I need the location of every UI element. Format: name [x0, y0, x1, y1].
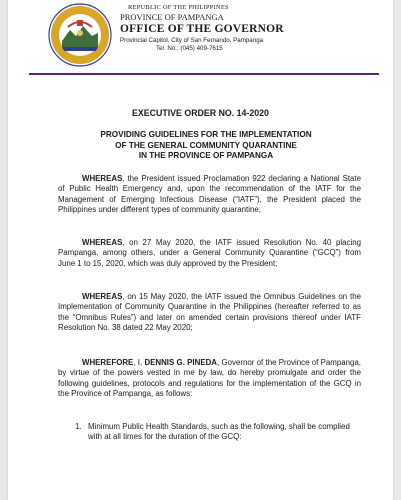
provincial-seal-icon: [48, 3, 112, 67]
order-title: EXECUTIVE ORDER NO. 14-2020: [132, 108, 269, 118]
list-item: [75, 422, 360, 443]
order-subject-line: IN THE PROVINCE OF PAMPANGA: [138, 151, 274, 160]
wherefore-text: , Governor of the Province of Pampanga, by virtue of the powers vested in me by law, do hereby promulgate and order the following guidelines, protocols and regulations for the implementation of the GCQ in the Province of Pampanga, as follows:: [58, 358, 361, 399]
whereas-paragraph: [58, 292, 361, 334]
whereas-lead: WHEREAS: [82, 174, 123, 183]
list-item-number: 1.: [75, 422, 82, 431]
office-telephone: Tel. No.: (045) 409-7615: [156, 45, 223, 52]
whereas-lead: WHEREAS: [82, 238, 123, 247]
wherefore-paragraph: [58, 358, 361, 400]
province-label: PROVINCE OF PAMPANGA: [120, 12, 224, 22]
governor-name: DENNIS G. PINEDA: [144, 358, 217, 367]
letterhead: [120, 4, 380, 52]
whereas-lead: WHEREAS: [82, 292, 123, 301]
order-subject: [56, 130, 356, 162]
wherefore-lead: WHEREFORE: [82, 358, 134, 367]
order-subject-line: PROVIDING GUIDELINES FOR THE IMPLEMENTATION: [100, 130, 312, 139]
office-title: OFFICE OF THE GOVERNOR: [120, 23, 284, 35]
whereas-text: , the President issued Proclamation 922 declaring a National State of Public Health Emergency and, upon the recommendation of the IATF for the Management of Emerging Infectious Disease (“IATF”), the President placed the Philippines under different types of community quarantine;: [58, 174, 361, 215]
republic-label: REPUBLIC OF THE PHILIPPINES: [128, 4, 229, 11]
list-item-text: Minimum Public Health Standards, such as the following, shall be complied with at all times for the duration of the GCQ:: [88, 422, 350, 442]
document-page: [8, 0, 393, 500]
header-divider: [29, 73, 379, 75]
order-subject-line: OF THE GENERAL COMMUNITY QUARANTINE: [115, 140, 297, 150]
office-address: Provincial Capitol, City of San Fernando, Pampanga: [120, 37, 264, 44]
whereas-text: , on 15 May 2020, the IATF issued the Omnibus Guidelines on the Implementation of Community Quarantine in the Philippines (hereafter referred to as the “Omnibus Rules”) and later on amended certain provisions thereof under IATF Resolution No. 38 dated 22 May 2020;: [58, 292, 361, 333]
whereas-paragraph: [58, 174, 361, 216]
whereas-paragraph: [58, 238, 361, 269]
whereas-text: , on 27 May 2020, the IATF issued Resolution No. 40 placing Pampanga, among others, under a General Community Quarantine (“GCQ”) from June 1 to 15, 2020, which was duly approved by the President;: [58, 238, 361, 268]
wherefore-pre: , I,: [133, 358, 145, 367]
